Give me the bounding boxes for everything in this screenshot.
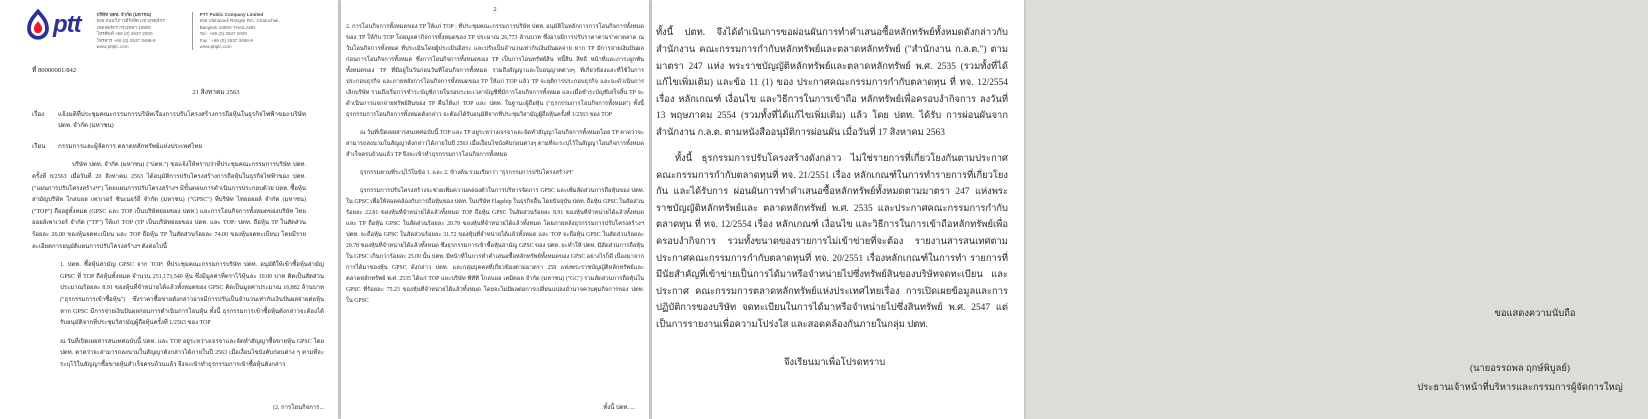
subject-text: แจ้งมติที่ประชุมคณะกรรมการบริษัทเรื่องการปรับโครงสร้างการถือหุ้นในธุรกิจไฟฟ้าของ บริษัท ปตท. จำกัด (มหาชน)	[58, 111, 306, 130]
letter-page-2	[341, 0, 649, 419]
signature-block	[1392, 306, 1648, 395]
page-number: 2	[493, 6, 497, 13]
closing-line: จึงเรียนมาเพื่อโปรดทราบ	[784, 358, 886, 369]
letter-page-3	[652, 0, 1623, 419]
page2-content	[341, 0, 649, 307]
address-thai-line: เขตจตุจักร กรุงเทพฯ 10900	[96, 24, 151, 30]
address-thai-line: 555 ถนนวิภาวดีรังสิต แขวงจตุจักร	[96, 18, 165, 24]
page1-catchword: (2. การโอนกิจการ...	[272, 405, 324, 411]
salutation: ขอแสดงความนับถือ	[1494, 309, 1576, 319]
address-thai-line: โทรศัพท์ +66 (0) 2537 2000	[96, 31, 153, 37]
address-thai-line: บริษัท ปตท. จำกัด (มหาชน)	[96, 12, 152, 17]
body-paragraph-regulatory: ทั้งนี้ ธุรกรรมการปรับโครงสร้างดังกล่าว ไม่ใช่รายการที่เกี่ยวโยงกันตามประกาศ คณะกรรมการกำกับตลาดทุนที่ ทจ. 21/2551 เรื่อง หลักเกณฑ์ในการทำรายการที่เกี่ยวโยงกัน และได้รับการ ผ่อนผันการทำคำเสนอซื้อหลักทรัพย์ทั้งหมดตามมาตรา 247 แห่งพระราชบัญญัติหลักทรัพย์และ ตลาดหลักทรัพย์ พ.ศ. 2535 และประกาศคณะกรรมการกำกับตลาดทุน ที่ ทจ. 12/2554 เรื่อง หลักเกณฑ์ เงื่อนไข และวิธีการในการเข้าถือหลักทรัพย์เพื่อครอบงำกิจการ รวมทั้งขนาดของรายการไม่เข้าข่ายที่จะต้อง รายงานสารสนเทศตามประกาศคณะกรรมการกำกับตลาดทุนที่ ทจ. 20/2551 เรื่องหลักเกณฑ์ในการทำ รายการที่มีนัยสำคัญที่เข้าข่ายเป็นการได้มาหรือจำหน่ายไปซึ่งทรัพย์สินของบริษัทจดทะเบียน และประกาศ คณะกรรมการตลาดหลักทรัพย์แห่งประเทศไทยเรื่อง การเปิดเผยข้อมูลและการปฏิบัติการของบริษัท จดทะเบียนในการได้มาหรือจำหน่ายไปซึ่งสินทรัพย์ พ.ศ. 2547 แต่เป็นการรายงานเพื่อความโปร่งใส และสอดคล้องกันภายในกลุ่ม ปตท.	[656, 153, 1008, 330]
letterhead	[26, 10, 338, 50]
body-paragraph-c: ธุรกรรมการปรับโครงสร้างจะช่วยเพิ่มความคล่องตัวในการบริหารจัดการ GPSC และเพิ่มสัดส่วนการถือหุ้นของ ปตท. ใน GPSC เพื่อให้สอดคล้องกับการถือหุ้นของ ปตท. ในบริษัท Flagship ในธุรกิจอื่น โดยปัจจุบัน ปตท. ถือหุ้น GPSC ในสัดส่วนร้อยละ 22.81 ของหุ้นที่จำหน่ายได้แล้วทั้งหมด TOP ถือหุ้น GPSC ในสัดส่วนร้อยละ 8.91 ของหุ้นที่จำหน่ายได้แล้วทั้งหมด และ TP ถือหุ้น GPSC ในสัดส่วนร้อยละ 20.78 ของหุ้นที่จำหน่ายได้แล้วทั้งหมด โดยภายหลังธุรกรรมการปรับโครงสร้างฯ ปตท. จะถือหุ้น GPSC ในสัดส่วนร้อยละ 31.72 ของหุ้นที่จำหน่ายได้แล้วทั้งหมด และ TOP จะถือหุ้น GPSC ในสัดส่วนร้อยละ 20.78 ของหุ้นที่จำหน่ายได้แล้วทั้งหมด ซึ่งธุรกรรมการเข้าซื้อหุ้นสามัญ GPSC ของ ปตท. จะทำให้ ปตท. มีสัดส่วนการถือหุ้นใน GPSC เกินกว่าร้อยละ 25.00 นั้น ปตท. มีหน้าที่ในการทำคำเสนอซื้อหลักทรัพย์ทั้งหมดของ GPSC อย่างไรก็ดี เนื่องมาจากการได้มาของหุ้น GPSC ดังกล่าว ปตท. และกลุ่มบุคคลที่เกี่ยวข้องตามมาตรา 258 แห่งพระราชบัญญัติหลักทรัพย์และตลาดหลักทรัพย์ พ.ศ. 2535 ได้แก่ TOP และบริษัท พีทีที โกลบอล เคมิคอล จำกัด (มหาชน) ("GC") รวมสัดส่วนการถือหุ้นใน GPSC ที่ร้อยละ 75.23 ของหุ้นที่จำหน่ายได้แล้วทั้งหมด โดยจะไม่มีผลต่อการเปลี่ยนแปลงอำนาจควบคุมกิจการของ ปตท. ใน GPSC	[346, 188, 644, 304]
address-thai-line: www.pttplc.com	[96, 44, 129, 50]
recipient-text: กรรมการและผู้จัดการ ตลาดหลักทรัพย์แห่งประเทศไทย	[58, 143, 203, 151]
body-paragraph-waiver: ทั้งนี้ ปตท. จึงได้ดำเนินการขอผ่อนผันการทำคำเสนอซื้อหลักทรัพย์ทั้งหมดดังกล่าวกับสำนักงาน คณะกรรมการกำกับหลักทรัพย์และตลาดหลักทรัพย์ ("สำนักงาน ก.ล.ต.") ตามมาตรา 247 แห่ง พระราชบัญญัติหลักทรัพย์และตลาดหลักทรัพย์ พ.ศ. 2535 (รวมทั้งที่ได้แก้ไขเพิ่มเติม) และข้อ 11 (1) ของ ประกาศคณะกรรมการกำกับตลาดทุน ที่ ทจ. 12/2554 เรื่อง หลักเกณฑ์ เงื่อนไข และวิธีการในการเข้าถือ หลักทรัพย์เพื่อครอบงำกิจการ ลงวันที่ 13 พฤษภาคม 2554 (รวมทั้งที่ได้แก้ไขเพิ่มเติม) แล้ว โดย ปตท. ได้รับ การผ่อนผันจากสำนักงาน ก.ล.ต. ตามหนังสืออนุมัติการผ่อนผัน เมื่อวันที่ 17 สิงหาคม 2563	[656, 28, 1008, 138]
signer-name: (นายอรรถพล ฤกษ์พิบูลย์)	[1470, 364, 1570, 374]
body-paragraph-2: ณ วันที่เปิดเผยสารสนเทศฉบับนี้ ปตท. และ TOP อยู่ระหว่างเจรจาและจัดทำสัญญาซื้อขายหุ้น GPSC โดย ปตท. คาดว่าจะสามารถลงนามในสัญญาดังกล่าวได้ภายในปี 2563 เมื่อเงื่อนไขบังคับก่อนต่าง ๆ ตามที่จะระบุไว้ในสัญญาซื้อขายหุ้นสำเร็จครบถ้วนแล้ว จึงจะเข้าทำธุรกรรมการเข้าซื้อหุ้นดังกล่าว	[60, 338, 324, 368]
list-item-1: 1. ปตท. ซื้อหุ้นสามัญ GPSC จาก TOP: ที่ประชุมคณะกรรมการบริษัท ปตท. อนุมัติให้เข้าซื้อหุ้นสามัญ GPSC ที่ TOP ถือหุ้นทั้งหมด จำนวน 251,173,540 หุ้น ซึ่งมีมูลค่าที่ตราไว้หุ้นละ 10.00 บาท คิดเป็นสัดส่วนประมาณร้อยละ 8.91 ของหุ้นที่จำหน่ายได้แล้วทั้งหมดของ GPSC คิดเป็นมูลค่าประมาณ 16,882 ล้านบาท ("ธุรกรรมการเข้าซื้อหุ้น") ซึ่งราคาซื้อขายดังกล่าวอาจมีการปรับเป็นจำนวนเท่ากับเงินปันผลจ่ายต่อหุ้น หาก GPSC มีการจ่ายเงินปันผลก่อนการดำเนินการโอนหุ้น ทั้งนี้ ธุรกรรมการเข้าซื้อหุ้นดังกล่าวจะต้องได้รับอนุมัติจากที่ประชุมวิสามัญผู้ถือหุ้นครั้งที่ 1/2563 ของ TOP	[60, 262, 324, 327]
address-english-line: Tel : +66 (0) 2537 2000	[199, 31, 248, 37]
address-english-line: 555 Vibhavadi Rangsit Rd., Chatuchak,	[199, 18, 280, 24]
body-paragraph-1: บริษัท ปตท. จำกัด (มหาชน) ("ปตท.") ขอแจ้งให้ทราบว่าที่ประชุมคณะกรรมการบริษัท ปตท. ครั้งที่ 8/2563 เมื่อวันที่ 20 สิงหาคม 2563 ได้อนุมัติการปรับโครงสร้างการถือหุ้นในธุรกิจไฟฟ้าของ ปตท. ("แผนการปรับโครงสร้างฯ") โดยแผนการปรับโครงสร้างฯ มีขั้นตอนการดำเนินการประกอบด้วย ปตท. ซื้อหุ้นสามัญบริษัท โกลบอล เพาเวอร์ ซินเนอร์ยี่ จำกัด (มหาชน) ("GPSC") ที่บริษัท ไทยออยล์ จำกัด (มหาชน) ("TOP") ถืออยู่ทั้งหมด (GPSC และ TOP เป็นบริษัทย่อยของ ปตท.) และการโอนกิจการทั้งหมดของบริษัท ไทยออยล์เพาเวอร์ จำกัด ("TP") ให้แก่ TOP (TP เป็นบริษัทย่อยของ ปตท. และ TOP: ปตท. ถือหุ้น TP ในสัดส่วนร้อยละ 26.00 ของหุ้นจดทะเบียน และ TOP ถือหุ้น TP ในสัดส่วนร้อยละ 74.00 ของหุ้นจดทะเบียน) โดยมีรายละเอียดการอนุมัติแผนการปรับโครงสร้างฯ ดังต่อไปนี้	[32, 162, 306, 250]
address-english-line: Bangkok 10900 THAILAND	[199, 24, 256, 30]
letterhead-address	[97, 12, 288, 50]
address-thai-line: โทรสาร +66 (0) 2537 3498-9	[96, 37, 156, 43]
document-number: ที่ 80000001/842	[32, 67, 77, 75]
ptt-logo	[26, 10, 81, 40]
recipient-row	[32, 141, 338, 152]
letter-page-1	[0, 0, 338, 419]
address-english-line: Fax : +66 (0) 2537 3498-9	[199, 37, 253, 43]
body-paragraph-b: ธุรกรรมตามที่ระบุไว้ในข้อ 1. และ 2. ข้างต้น รวมเรียกว่า "ธุรกรรมการปรับโครงสร้างฯ"	[360, 170, 574, 176]
address-english	[192, 12, 288, 50]
page3-content	[652, 0, 1024, 370]
ptt-flame-icon	[26, 10, 50, 40]
body-paragraph-a: ณ วันที่เปิดเผยสารสนเทศฉบับนี้ TOP และ TP อยู่ระหว่างเจรจาและจัดทำสัญญาโอนกิจการทั้งหมดโดย TP คาดว่าจะสามารถลงนามในสัญญาดังกล่าวได้ภายในปี 2563 เมื่อเงื่อนไขบังคับก่อนต่างๆ ตามที่จะระบุไว้ในสัญญาโอนกิจการทั้งหมดสำเร็จครบถ้วนแล้ว TP จึงจะเข้าทำธุรกรรมการโอนกิจการทั้งหมด	[346, 130, 644, 158]
letter-date: 21 สิงหาคม 2563	[192, 89, 240, 97]
ptt-wordmark: ptt	[53, 11, 81, 38]
signer-title: ประธานเจ้าหน้าที่บริหารและกรรมการผู้จัดการใหญ่	[1417, 383, 1623, 393]
address-thai	[97, 12, 185, 50]
subject-row	[32, 109, 338, 131]
page2-catchword: ทั้งนี้ ปตท. ...	[603, 405, 635, 411]
recipient-label: เรียน	[32, 143, 46, 151]
list-item-2: 2. การโอนกิจการทั้งหมดของ TP ให้แก่ TOP : ที่ประชุมคณะกรรมการบริษัท ปตท. อนุมัติในหลักการการโอนกิจการทั้งหมดของ TP ให้กับ TOP โดยมูลค่ากิจการทั้งหมดของ TP ประมาณ 26,773 ล้านบาท ซึ่งอาจมีการปรับราคาตามราคาตลาด ณ วันโอนกิจการทั้งหมด ที่ประเมินโดยผู้ประเมินอิสระ และปรับเป็นจำนวนเท่ากับเงินปันผลจ่าย หาก TP มีการจ่ายเงินปันผลก่อนการโอนกิจการทั้งหมด ซึ่งการโอนกิจการทั้งหมดของ TP เป็นการโอนทรัพย์สิน หนี้สิน สิทธิ หน้าที่และภาระผูกพันทั้งหมดของ TP ที่มีอยู่ในวันก่อนวันที่โอนกิจการทั้งหมด รวมถึงสัญญาและใบอนุญาตต่างๆ ที่เกี่ยวข้องและที่ใช้ในการประกอบธุรกิจ และภายหลังการโอนกิจการทั้งหมดของ TP ให้แก่ TOP แล้ว TP จะยุติการประกอบธุรกิจ และจะดำเนินการเลิกบริษัท รวมถึงเริ่มการชำระบัญชีภายในรอบระยะเวลาบัญชีที่มีการโอนกิจการทั้งหมด และเมื่อชำระบัญชีเสร็จสิ้น TP จะดำเนินการแจกจ่ายทรัพย์สินของ TP คืนให้แก่ TOP และ ปตท. ในฐานะผู้ถือหุ้น ("ธุรกรรมการโอนกิจการทั้งหมด") ทั้งนี้ ธุรกรรมการโอนกิจการทั้งหมดดังกล่าว จะต้องได้รับอนุมัติจากที่ประชุมวิสามัญผู้ถือหุ้นครั้งที่ 1/2563 ของ TOP	[346, 24, 644, 118]
subject-label: เรื่อง	[32, 111, 45, 119]
address-english-line: PTT Public Company Limited	[199, 12, 264, 17]
address-english-line: www.pttplc.com	[199, 44, 232, 50]
